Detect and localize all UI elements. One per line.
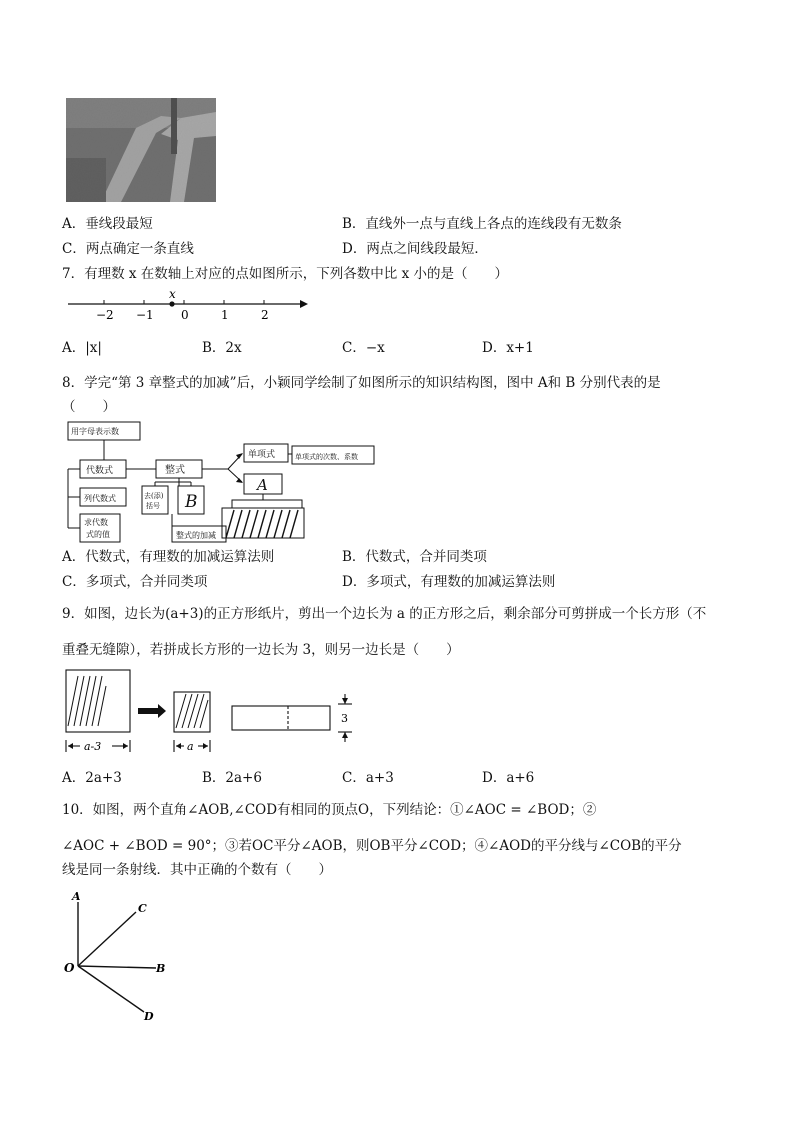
q10-label-a: A [72, 890, 81, 903]
q9-label-three: 3 [341, 712, 348, 725]
q10-label-b: B [156, 962, 166, 975]
q8-box-jiajian: 整式的加减 [176, 531, 216, 540]
q8-stem-line2: （ ） [62, 399, 116, 415]
q7-tick-label: 1 [221, 308, 229, 322]
q8-box-a: A [257, 476, 268, 494]
q8-box-qukuohao-1: 去(添) [144, 492, 164, 500]
q6-option-a: A．垂线段最短 [62, 216, 153, 232]
q9-option-c: C．a+3 [342, 770, 394, 786]
q8-knowledge-diagram [62, 418, 382, 546]
q9-figure [62, 666, 362, 758]
q8-box-qiuzhi-1: 求代数 [84, 518, 108, 527]
q8-option-a: A．代数式，有理数的加减运算法则 [62, 549, 275, 565]
q9-label-big: a-3 [84, 740, 102, 753]
q6-option-c: C．两点确定一条直线 [62, 241, 194, 257]
q8-box-daishu: 代数式 [86, 466, 114, 476]
q8-box-top: 用字母表示数 [71, 427, 119, 436]
q6-option-d: D．两点之间线段最短． [342, 241, 488, 257]
q9-option-d: D．a+6 [482, 770, 535, 786]
q8-box-qiuzhi-2: 式的值 [86, 530, 110, 539]
q7-tick-label: −1 [136, 308, 154, 322]
q7-option-a: A．|x| [62, 340, 102, 356]
sidewalk-photo [66, 98, 216, 202]
q10-stem-line1: 10．如图，两个直角∠AOB,∠COD有相同的顶点O，下列结论：①∠AOC = ∠BOD；② [62, 802, 597, 818]
q9-stem-line2: 重叠无缝隙），若拼成长方形的一边长为 3，则另一边长是（ ） [62, 642, 460, 658]
q8-option-b: B．代数式，合并同类项 [342, 549, 487, 565]
q7-number-line [62, 286, 312, 322]
q10-label-o: O [64, 961, 75, 975]
q7-tick-label: 2 [261, 308, 269, 322]
q7-tick-label: 0 [181, 308, 189, 322]
q10-label-c: C [138, 902, 147, 915]
q9-option-b: B．2a+6 [202, 770, 262, 786]
q8-option-c: C．多项式，合并同类项 [62, 574, 208, 590]
q8-box-b: B [185, 492, 198, 512]
q7-option-d: D．x+1 [482, 340, 534, 356]
q8-box-liedaishu: 列代数式 [84, 494, 116, 503]
q8-box-zhengshi: 整式 [165, 465, 185, 476]
q8-box-cishu: 单项式的次数、系数 [295, 453, 358, 461]
q7-point-x [169, 301, 174, 306]
q7-option-c: C．−x [342, 340, 385, 356]
q10-angle-figure [60, 886, 180, 1026]
q10-stem-line3: 线是同一条射线．其中正确的个数有（ ） [62, 862, 332, 878]
q7-stem: 7．有理数 x 在数轴上对应的点如图所示，下列各数中比 x 小的是（ ） [62, 266, 508, 282]
q7-point-label: x [169, 287, 176, 301]
q7-option-b: B．2x [202, 340, 242, 356]
q8-box-danxiang: 单项式 [248, 450, 276, 460]
q9-label-small: a [187, 740, 194, 753]
q10-label-d: D [144, 1010, 154, 1023]
q9-stem-line1: 9．如图，边长为(a+3)的正方形纸片，剪出一个边长为 a 的正方形之后，剩余部分可剪拼成一个长方形（不 [62, 606, 707, 622]
q6-option-b: B．直线外一点与直线上各点的连线段有无数条 [342, 216, 622, 232]
q9-option-a: A．2a+3 [62, 770, 122, 786]
q8-stem-line1: 8．学完“第 3 章整式的加减”后，小颖同学绘制了如图所示的知识结构图，图中 A和 B 分别代表的是 [62, 375, 661, 391]
q8-box-qukuohao-2: 括号 [146, 502, 160, 510]
q7-tick-label: −2 [96, 308, 114, 322]
q8-option-d: D．多项式，有理数的加减运算法则 [342, 574, 556, 590]
q10-stem-line2: ∠AOC + ∠BOD = 90°；③若OC平分∠AOB，则OB平分∠COD；④∠AOD的平分线与∠COB的平分 [62, 838, 682, 854]
